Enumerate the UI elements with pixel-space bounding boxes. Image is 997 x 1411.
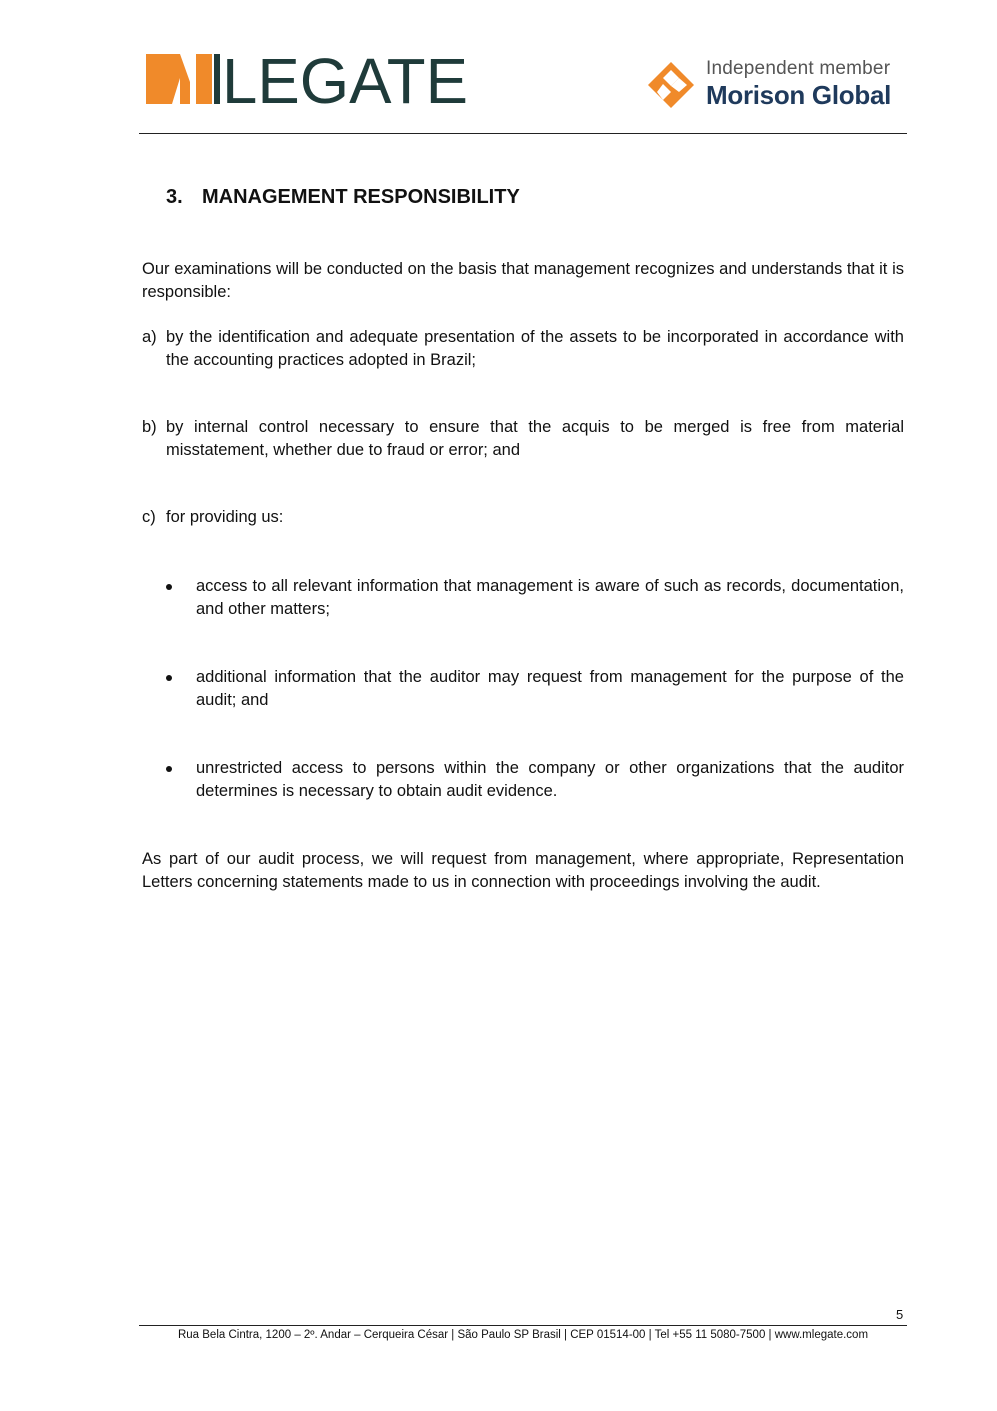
member-line: Independent member <box>706 58 891 79</box>
footer-divider <box>139 1325 907 1326</box>
list-item-b <box>142 416 904 462</box>
list-item-text: for providing us: <box>166 508 284 526</box>
mlegate-logo <box>146 52 476 106</box>
section-title: MANAGEMENT RESPONSIBILITY <box>202 186 520 208</box>
list-marker: c) <box>142 508 156 526</box>
closing-paragraph: As part of our audit process, we will request from management, where appropriate, Representation Letters concerning statements made to us in connection with proceedings involving the audit. <box>142 850 904 891</box>
footer-address: Rua Bela Cintra, 1200 – 2º. Andar – Cerqueira César | São Paulo SP Brasil | CEP 01514-00 | Tel +55 11 5080-7500 | www.mlegate.com <box>177 1329 869 1341</box>
list-marker: b) <box>142 418 157 436</box>
page-number: 5 <box>896 1307 904 1322</box>
logo-wordmark: LEGATE <box>222 52 468 106</box>
section-heading <box>166 186 520 209</box>
bullet-item <box>166 757 904 803</box>
bullet-text: unrestricted access to persons within the company or other organizations that the auditor determines is necessary to obtain audit evidence. <box>196 759 904 800</box>
bullet-item <box>166 666 904 712</box>
bullet-icon <box>166 675 172 681</box>
list-item-a <box>142 326 904 372</box>
morison-diamond-icon <box>648 62 694 108</box>
bullet-text: additional information that the auditor may request from management for the purpose of the audit; and <box>196 668 904 709</box>
bullet-item <box>166 575 904 621</box>
bullet-icon <box>166 766 172 772</box>
list-item-text: by internal control necessary to ensure that the acquis to be merged is free from material misstatement, whether due to fraud or error; and <box>166 418 904 459</box>
bullet-icon <box>166 584 172 590</box>
list-item-c <box>142 506 904 529</box>
list-item-text: by the identification and adequate presentation of the assets to be incorporated in accordance with the accounting practices adopted in Brazil; <box>166 328 904 369</box>
network-name: Morison Global <box>706 80 892 110</box>
list-marker: a) <box>142 328 157 346</box>
morison-global-logo <box>648 58 910 112</box>
intro-paragraph: Our examinations will be conducted on the basis that management recognizes and understands that it is responsible: <box>142 260 904 301</box>
section-number: 3. <box>166 186 183 208</box>
bullet-text: access to all relevant information that management is aware of such as records, documentation, and other matters; <box>196 577 904 618</box>
header-divider <box>139 133 907 134</box>
